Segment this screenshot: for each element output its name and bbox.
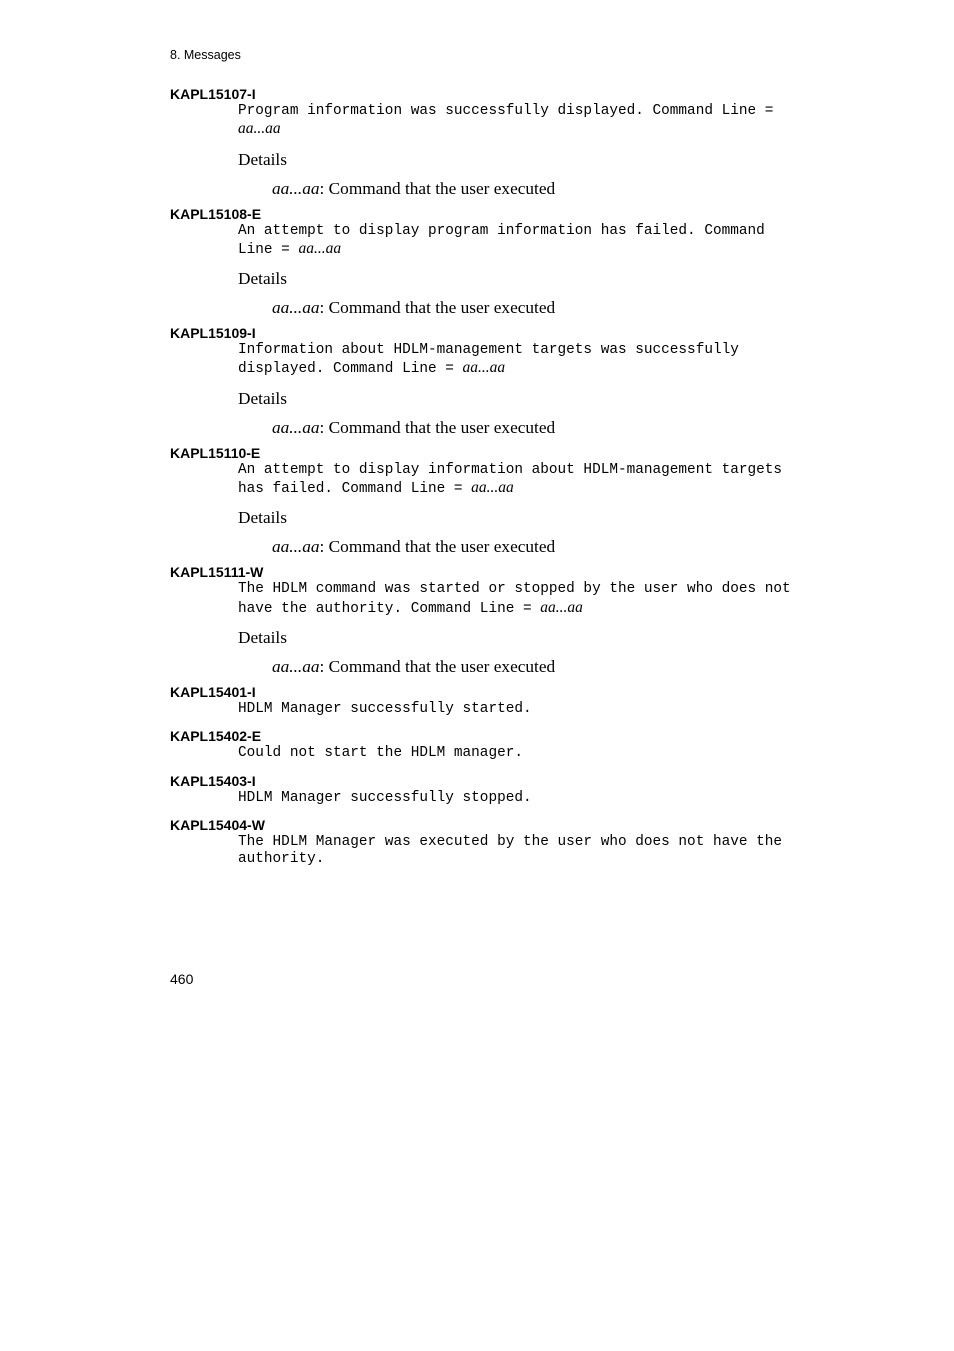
details-variable: aa...aa <box>272 537 320 557</box>
details-variable: aa...aa <box>272 298 320 318</box>
message-text-line2: Line = <box>238 241 299 258</box>
message-text: HDLM Manager successfully stopped. <box>238 789 532 806</box>
message-text-line1: The HDLM Manager was executed by the user who does not have the <box>238 833 783 850</box>
message-entry <box>170 728 840 762</box>
page-number: 460 <box>170 971 194 987</box>
message-text <box>238 581 838 618</box>
details-description: : Command that the user executed <box>319 417 556 437</box>
message-entry <box>170 564 840 677</box>
message-text-line1: Information about HDLM-management targets was successfully <box>238 342 739 359</box>
details-variable: aa...aa <box>272 417 320 437</box>
message-variable: aa...aa <box>238 120 281 138</box>
message-text: HDLM Manager successfully started. <box>238 700 532 717</box>
message-text-line2: has failed. Command Line = <box>238 481 472 498</box>
details-label: Details <box>238 269 287 289</box>
message-id: KAPL15110-E <box>170 444 261 461</box>
message-entry <box>170 86 840 199</box>
message-text-line2: displayed. Command Line = <box>238 361 463 378</box>
message-text-line1: An attempt to display information about HDLM-management targets <box>238 461 783 478</box>
running-head: 8. Messages <box>170 48 241 62</box>
details-label: Details <box>238 388 287 408</box>
message-list <box>170 86 840 868</box>
message-id: KAPL15111-W <box>170 564 264 581</box>
details-description: : Command that the user executed <box>319 656 556 676</box>
message-text <box>238 834 838 869</box>
message-variable: aa...aa <box>540 598 583 616</box>
details-variable: aa...aa <box>272 656 320 676</box>
message-entry <box>170 684 840 718</box>
message-text <box>238 342 838 379</box>
message-entry <box>170 773 840 807</box>
message-text: Could not start the HDLM manager. <box>238 745 523 762</box>
details-item <box>272 657 840 677</box>
message-variable: aa...aa <box>471 479 514 497</box>
details-description: : Command that the user executed <box>319 537 556 557</box>
details-label: Details <box>238 627 287 647</box>
details-item <box>272 537 840 557</box>
message-id: KAPL15401-I <box>170 683 256 700</box>
message-entry <box>170 445 840 558</box>
details-item <box>272 298 840 318</box>
message-text <box>238 462 838 499</box>
message-id: KAPL15403-I <box>170 772 256 789</box>
details-variable: aa...aa <box>272 178 320 198</box>
message-text-line2: authority. <box>238 851 325 868</box>
message-entry <box>170 817 840 869</box>
message-variable: aa...aa <box>298 239 342 257</box>
details-item <box>272 179 840 199</box>
details-label: Details <box>238 149 287 169</box>
message-text <box>238 223 838 260</box>
message-text <box>238 103 838 140</box>
message-text-line1: The HDLM command was started or stopped by the user who does not <box>238 581 791 598</box>
message-id: KAPL15402-E <box>170 728 262 745</box>
details-label: Details <box>238 508 287 528</box>
message-text-line1: An attempt to display program information has failed. Command <box>238 222 765 239</box>
details-item <box>272 418 840 438</box>
message-id: KAPL15404-W <box>170 816 265 833</box>
message-variable: aa...aa <box>462 359 506 377</box>
message-entry <box>170 206 840 319</box>
message-id: KAPL15107-I <box>170 86 256 102</box>
details-description: : Command that the user executed <box>319 298 556 318</box>
message-text-line2: have the authority. Command Line = <box>238 600 541 617</box>
details-description: : Command that the user executed <box>319 178 556 198</box>
message-id: KAPL15109-I <box>170 325 256 342</box>
message-id: KAPL15108-E <box>170 205 262 222</box>
message-entry <box>170 325 840 438</box>
message-text-line1: Program information was successfully displayed. Command Line = <box>238 103 774 119</box>
